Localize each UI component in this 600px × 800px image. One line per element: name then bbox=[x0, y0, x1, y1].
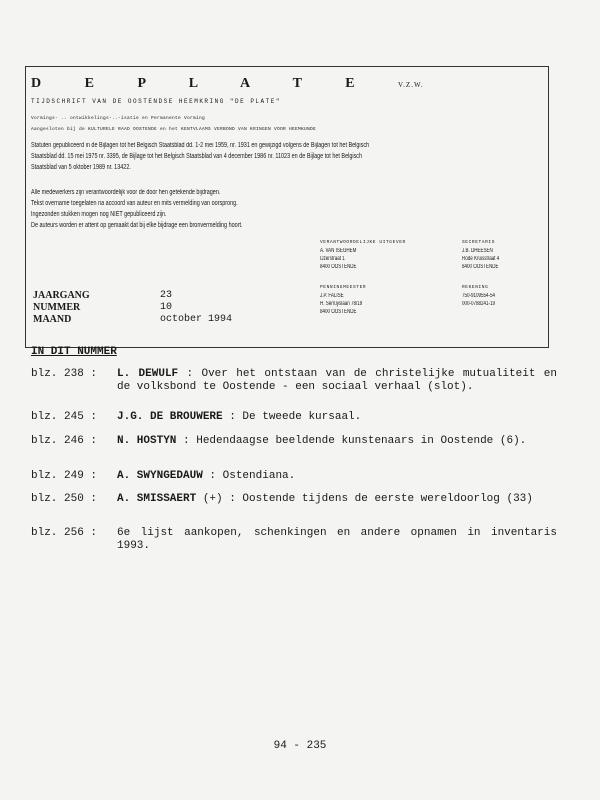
secretary-city: 8400 OOSTENDE bbox=[462, 264, 499, 270]
masthead-title bbox=[31, 76, 424, 92]
masthead-line1: Vormings- .. ontwikkelings-..-isatie en Permanente Vorming bbox=[31, 116, 206, 121]
secretary-header: SECRETARIS bbox=[462, 240, 496, 245]
toc-title: 6e lijst aankopen, schenkingen en andere opnamen in inventaris 1993. bbox=[117, 527, 557, 552]
masthead-subtitle: TIJDSCHRIFT VAN DE OOSTENDSE HEEMKRING "DE PLATE" bbox=[31, 98, 281, 105]
publisher-header: VERANTWOORDELIJKE UITGEVER bbox=[320, 240, 406, 245]
treasurer-city: 8400 OOSTENDE bbox=[320, 309, 357, 315]
publisher-street: IJzerstraat 1 bbox=[320, 256, 345, 262]
jaargang-label: JAARGANG bbox=[33, 290, 90, 301]
toc-title: (+) : Oostende tijdens de eerste wereldoorlog (33) bbox=[196, 493, 533, 505]
toc-page-ref: blz. 246 : bbox=[31, 435, 98, 447]
notice-line: Alle medewerkers zijn verantwoordelijk voor de door hen getekende bijdragen. bbox=[31, 189, 221, 196]
publisher-block bbox=[320, 239, 406, 271]
secretary-name: J.B. DHEESEN bbox=[462, 248, 493, 254]
toc-title: : Hedendaagse beeldende kunstenaars in Oostende (6). bbox=[176, 435, 527, 447]
account-number: 000-0788241-19 bbox=[462, 301, 496, 307]
title-suffix: V.Z.W. bbox=[398, 81, 424, 89]
statute-line: Staatsblad dd. 15 mei 1975 nr. 3395, de Bijlage tot het Belgisch Staatsblad van 4 december 1986 nr. 11023 en de Bijlage tot het Belgisch bbox=[31, 153, 363, 160]
treasurer-name: J.P. FALISE bbox=[320, 293, 344, 299]
toc-title: : De tweede kursaal. bbox=[222, 411, 362, 423]
secretary-street: Rode Kruisstraat 4 bbox=[462, 256, 500, 262]
account-header: REKENING bbox=[462, 285, 489, 290]
notice-line: De auteurs worden er attent op gemaakt dat bij elke bijdrage een bronvermelding hoort. bbox=[31, 222, 243, 229]
toc-heading: IN DIT NUMMER bbox=[31, 346, 117, 358]
statutes-block bbox=[31, 140, 369, 173]
maand-label: MAAND bbox=[33, 314, 72, 325]
toc-title: : Ostendiana. bbox=[202, 470, 296, 482]
account-block bbox=[462, 284, 506, 308]
maand-value: october 1994 bbox=[160, 314, 233, 325]
publisher-city: 8400 OOSTENDE bbox=[320, 264, 357, 270]
account-number: 750-9109554-54 bbox=[462, 293, 496, 299]
nummer-value: 10 bbox=[160, 302, 173, 313]
toc-author: J.G. DE BROUWERE bbox=[117, 411, 223, 423]
title-text: D E P L A T E bbox=[31, 76, 375, 91]
toc-author: A. SWYNGEDAUW bbox=[117, 470, 203, 482]
treasurer-block bbox=[320, 284, 376, 316]
notices-block bbox=[31, 187, 243, 231]
treasurer-header: PENNINGMEESTER bbox=[320, 285, 367, 290]
treasurer-street: H. Serruyslaan 78/19 bbox=[320, 301, 363, 307]
publisher-name: A. VAN ISEGHEM bbox=[320, 248, 357, 254]
toc-page-ref: blz. 250 : bbox=[31, 493, 98, 505]
toc-page-ref: blz. 238 : bbox=[31, 368, 98, 380]
masthead-line2: Aangesloten bij de KULTURELE RAAD OOSTENDE en het KENTVLAAMS VERBOND VAN KRINGEN VOOR HEEMKUNDE bbox=[31, 127, 317, 132]
toc-page-ref: blz. 256 : bbox=[31, 527, 98, 539]
notice-line: Ingezonden stukken mogen nog NIET gepubliceerd zijn. bbox=[31, 211, 167, 218]
secretary-block bbox=[462, 239, 512, 271]
toc-page-ref: blz. 249 : bbox=[31, 470, 98, 482]
statute-line: Statuten gepubliceerd in de Bijlagen tot het Belgisch Staatsblad dd. 1-2 mei 1959, nr. 1931 en gewijzigd volgens de Bijlagen tot het Belgisch bbox=[31, 142, 370, 149]
toc-author: L. DEWULF bbox=[117, 368, 179, 380]
toc-author: N. HOSTYN bbox=[117, 435, 177, 447]
statute-line: Staatsblad van 5 oktober 1989 nr. 13422. bbox=[31, 164, 131, 171]
jaargang-value: 23 bbox=[160, 290, 173, 301]
page-number: 94 - 235 bbox=[273, 740, 327, 752]
notice-line: Tekst overname toegelaten na accoord van auteur en mits vermelding van oorsprong. bbox=[31, 200, 238, 207]
toc-author: A. SMISSAERT bbox=[117, 493, 197, 505]
nummer-label: NUMMER bbox=[33, 302, 81, 313]
toc-page-ref: blz. 245 : bbox=[31, 411, 98, 423]
toc-title: : Over het ontstaan van de christelijke mutualiteit en de volksbond te Oostende - een sociaal verhaal (slot). bbox=[117, 368, 557, 393]
